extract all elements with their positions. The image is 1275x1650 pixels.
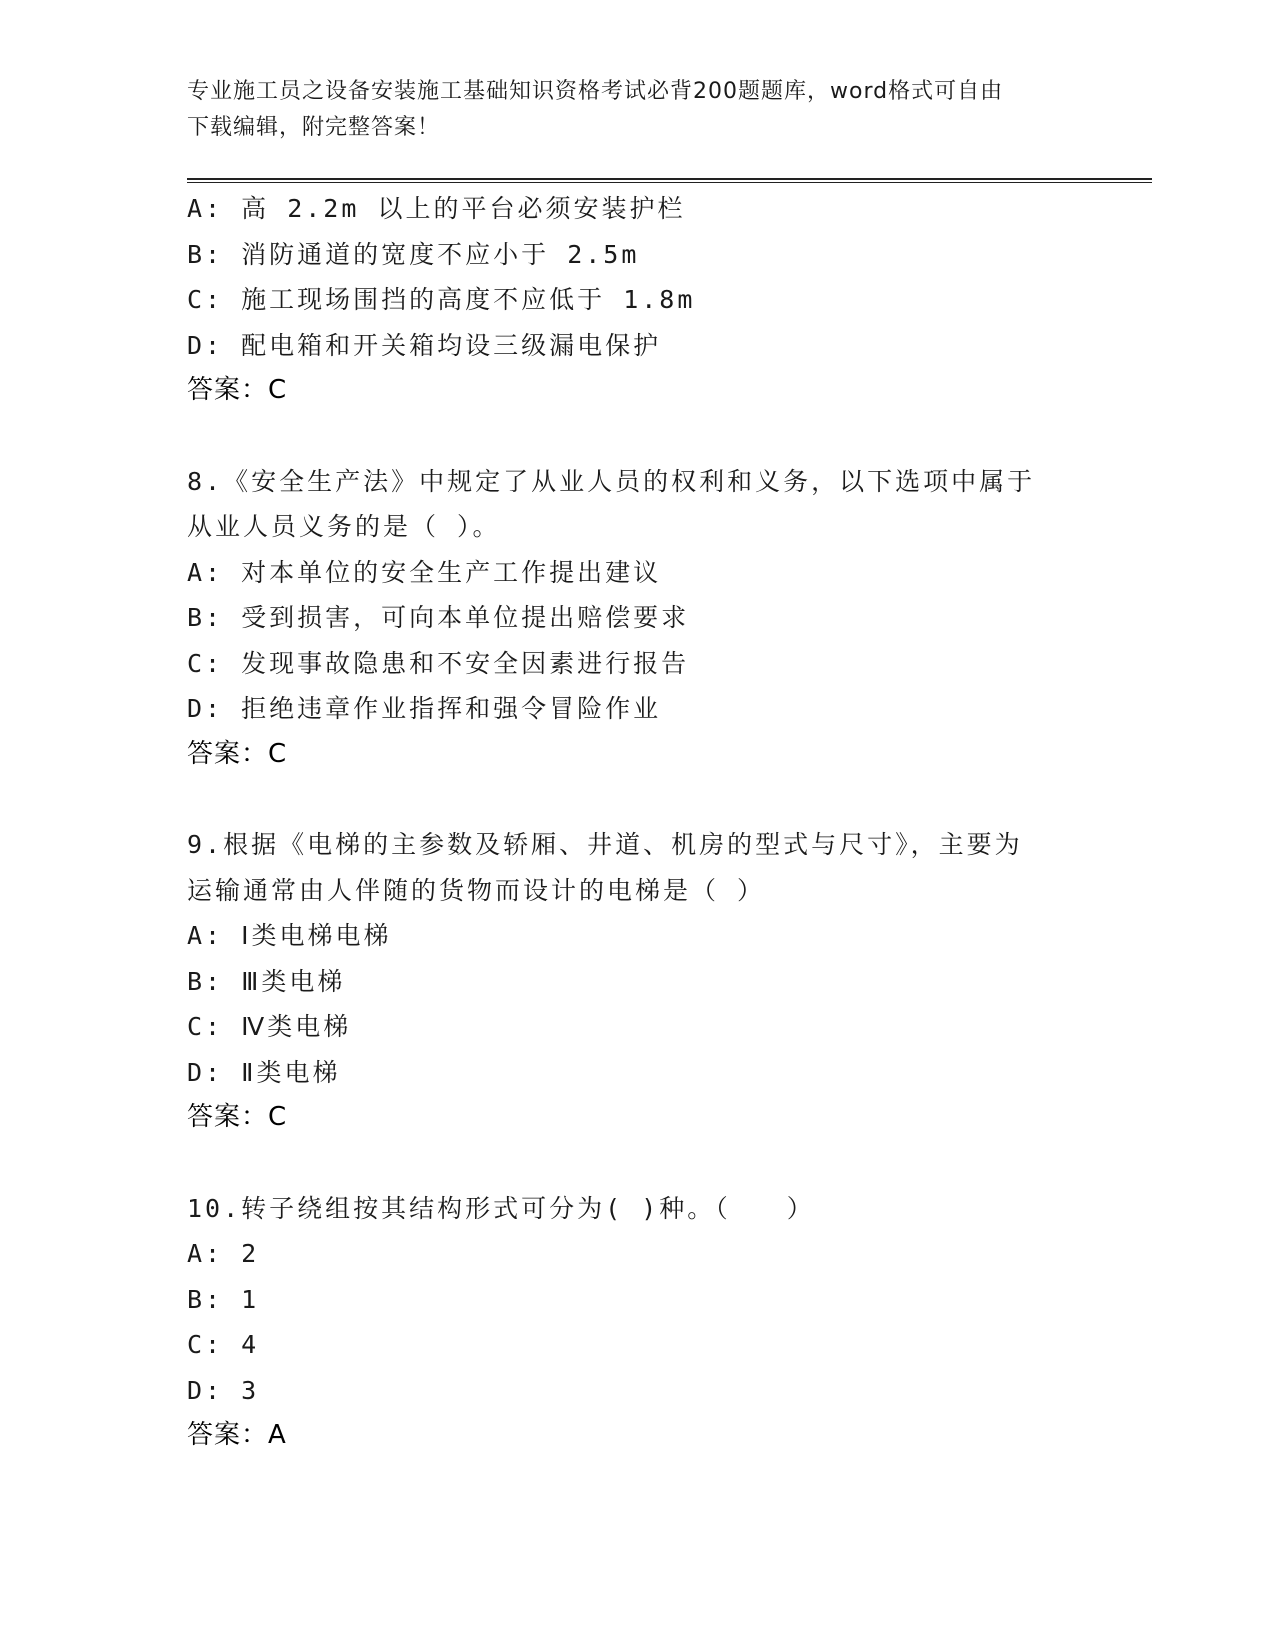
option-d: D: 拒绝违章作业指挥和强令冒险作业 (187, 694, 662, 723)
option-b: B: 消防通道的宽度不应小于 2.5m (187, 239, 640, 269)
header-divider-thick (187, 178, 1152, 180)
question-7 (187, 186, 1087, 414)
answer: 答案：C (187, 738, 288, 769)
header-line-1: 专业施工员之设备安装施工基础知识资格考试必背200题题库，word格式可自由 (187, 79, 1004, 104)
question-list (187, 186, 1087, 1459)
option-b: B: 受到损害，可向本单位提出赔偿要求 (187, 603, 690, 632)
question-10 (187, 1186, 1087, 1459)
question-text-line-2: 运输通常由人伴随的货物而设计的电梯是（ ） (187, 875, 766, 905)
question-text-line-1: 9.根据《电梯的主参数及轿厢、井道、机房的型式与尺寸》，主要为 (187, 830, 1023, 859)
option-a: A: 高 2.2m 以上的平台必须安装护栏 (187, 194, 686, 223)
answer: 答案：C (187, 375, 288, 405)
option-c: C: 4 (187, 1330, 260, 1359)
option-a: A: 2 (187, 1239, 260, 1268)
header-divider-thin (187, 182, 1152, 183)
document-header (187, 74, 1067, 146)
answer: 答案：A (187, 1420, 287, 1450)
option-c: C: Ⅳ类电梯 (187, 1012, 352, 1041)
answer: 答案：C (187, 1102, 288, 1132)
option-c: C: 发现事故隐患和不安全因素进行报告 (187, 648, 690, 678)
option-d: D: 配电箱和开关箱均设三级漏电保护 (187, 330, 662, 360)
option-b: B: 1 (187, 1284, 260, 1314)
option-d: D: 3 (187, 1375, 260, 1405)
question-text-line-2: 从业人员义务的是（ ）。 (187, 512, 501, 541)
option-d: D: Ⅱ类电梯 (187, 1057, 341, 1087)
option-a: A: 对本单位的安全生产工作提出建议 (187, 557, 662, 587)
option-c: C: 施工现场围挡的高度不应低于 1.8m (187, 285, 696, 314)
option-b: B: Ⅲ类电梯 (187, 966, 346, 996)
question-text-line-1: 8.《安全生产法》中规定了从业人员的权利和义务，以下选项中属于 (187, 466, 1036, 496)
option-a: A: Ⅰ类电梯电梯 (187, 921, 392, 950)
question-8 (187, 459, 1087, 778)
question-9 (187, 822, 1087, 1141)
header-line-2: 下载编辑，附完整答案！ (187, 115, 441, 140)
question-text-line-1: 10.转子绕组按其结构形式可分为( )种。（ ） (187, 1193, 815, 1223)
